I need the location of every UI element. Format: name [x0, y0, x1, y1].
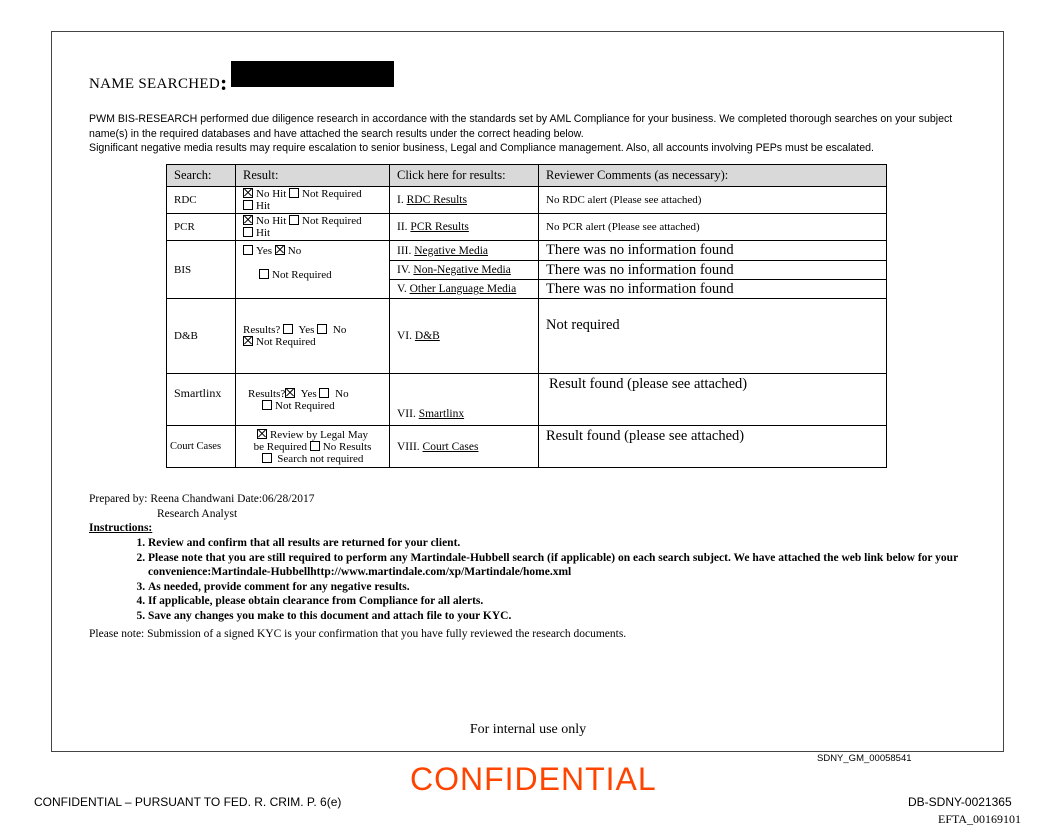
table-row-smartlinx: [167, 374, 887, 426]
prepared-line-1: Prepared by: Reena Chandwani Date:06/28/2017: [89, 493, 315, 505]
instructions-heading: Instructions:: [89, 522, 153, 534]
checkbox-checked-icon[interactable]: [257, 429, 267, 439]
intro-line-1: PWM BIS-RESEARCH performed due diligence research in accordance with the standards set by AML Compliance for your business. We completed thorough searches on your subject name(s) in the required databases and have attached the search results under the correct heading below.: [89, 113, 953, 140]
results-table: [166, 164, 887, 468]
instruction-item: 4. If applicable, please obtain clearance from Compliance for all alerts.: [148, 594, 1048, 609]
header-comments: Reviewer Comments (as necessary):: [539, 165, 887, 187]
result-smartlinx: Results? Yes No Not Required: [236, 374, 390, 426]
search-smartlinx: Smartlinx: [167, 374, 236, 426]
sdny-code: SDNY_GM_00058541: [817, 753, 912, 764]
internal-use-label: For internal use only: [469, 722, 587, 737]
instruction-item: 3. As needed, provide comment for any negative results.: [148, 580, 1048, 595]
instruction-item: 1. Review and confirm that all results are returned for your client.: [148, 536, 1048, 551]
negative-media-link[interactable]: Negative Media: [414, 244, 489, 257]
checkbox-icon[interactable]: [262, 453, 272, 463]
intro-text: [89, 112, 969, 156]
checkbox-icon[interactable]: [243, 200, 253, 210]
link-cell-non-negative-media: IV. Non-Negative Media: [390, 261, 539, 280]
header-search: Search:: [167, 165, 236, 187]
checkbox-checked-icon[interactable]: [243, 215, 253, 225]
checkbox-icon[interactable]: [317, 324, 327, 334]
smartlinx-link[interactable]: Smartlinx: [418, 408, 465, 420]
checkbox-icon[interactable]: [283, 324, 293, 334]
checkbox-icon[interactable]: [243, 245, 253, 255]
comment-negative-media: There was no information found: [539, 241, 887, 261]
comment-court: Result found (please see attached): [539, 426, 887, 468]
link-cell-smartlinx: VII. Smartlinx: [390, 374, 539, 426]
search-db: D&B: [167, 299, 236, 374]
link-cell-pcr: II. PCR Results: [390, 214, 539, 241]
checkbox-icon[interactable]: [310, 441, 320, 451]
table-row-rdc: [167, 187, 887, 214]
result-bis: Yes No Not Required: [236, 241, 390, 299]
search-court: Court Cases: [167, 426, 236, 468]
checkbox-icon[interactable]: [289, 188, 299, 198]
instructions-list: [112, 536, 1048, 623]
table-row-db: [167, 299, 887, 374]
comment-pcr: No PCR alert (Please see attached): [539, 214, 887, 241]
checkbox-checked-icon[interactable]: [275, 245, 285, 255]
prepared-line-2: Research Analyst: [157, 508, 238, 520]
link-cell-rdc: I. RDC Results: [390, 187, 539, 214]
non-negative-media-link[interactable]: Non-Negative Media: [413, 264, 511, 276]
header-click: Click here for results:: [390, 165, 539, 187]
intro-line-2: Significant negative media results may require escalation to senior business, Legal and Compliance management. Also, all accounts involving PEPs must be escalated.: [89, 142, 874, 154]
redaction-bar: [231, 61, 394, 87]
comment-other-language-media: There was no information found: [539, 280, 887, 299]
search-pcr: PCR: [167, 214, 236, 241]
instruction-item: 5. Save any changes you make to this document and attach file to your KYC.: [148, 609, 1048, 624]
efta-number: EFTA_00169101: [938, 812, 1022, 826]
checkbox-icon[interactable]: [243, 227, 253, 237]
db-link[interactable]: D&B: [414, 330, 440, 342]
result-court: Review by Legal May be Required No Results Search not required: [236, 426, 390, 468]
rdc-results-link[interactable]: RDC Results: [406, 194, 467, 206]
comment-non-negative-media: There was no information found: [539, 261, 887, 280]
court-cases-link[interactable]: Court Cases: [422, 440, 479, 453]
other-language-media-link[interactable]: Other Language Media: [409, 283, 517, 295]
confidential-stamp: CONFIDENTIAL: [410, 761, 657, 797]
checkbox-icon[interactable]: [319, 388, 329, 398]
result-db: Results? Yes No Not Required: [236, 299, 390, 374]
search-rdc: RDC: [167, 187, 236, 214]
result-pcr: No Hit Not Required Hit: [236, 214, 390, 241]
comment-smartlinx: Result found (please see attached): [539, 374, 887, 426]
checkbox-icon[interactable]: [259, 269, 269, 279]
checkbox-icon[interactable]: [289, 215, 299, 225]
header-result: Result:: [236, 165, 390, 187]
name-searched-label: NAME SEARCHED:: [89, 70, 228, 95]
comment-db: Not required: [539, 299, 887, 374]
checkbox-checked-icon[interactable]: [285, 388, 295, 398]
submission-note: Please note: Submission of a signed KYC is your confirmation that you have fully reviewed the research documents.: [89, 628, 627, 640]
checkbox-checked-icon[interactable]: [243, 188, 253, 198]
table-row-pcr: [167, 214, 887, 241]
result-rdc: No Hit Not Required Hit: [236, 187, 390, 214]
link-cell-db: VI. D&B: [390, 299, 539, 374]
instruction-item: 2. Please note that you are still required to perform any Martindale-Hubbell search (if applicable) on each search subject. We have attached the web link below for your convenience:Martindale-Hubbellhttp://www.martindale.com/xp/Martindale/home.xml: [148, 551, 1048, 580]
db-bates-number: DB-SDNY-0021365: [908, 795, 1012, 809]
link-cell-negative-media: III. Negative Media: [390, 241, 539, 261]
checkbox-checked-icon[interactable]: [243, 336, 253, 346]
table-row-bis: [167, 241, 887, 261]
search-bis: BIS: [167, 241, 236, 299]
link-cell-other-language-media: V. Other Language Media: [390, 280, 539, 299]
checkbox-icon[interactable]: [262, 400, 272, 410]
table-row-court: [167, 426, 887, 468]
link-cell-court: VIII. Court Cases: [390, 426, 539, 468]
confidential-footer-left: CONFIDENTIAL – PURSUANT TO FED. R. CRIM. P. 6(e): [34, 795, 342, 809]
comment-rdc: No RDC alert (Please see attached): [539, 187, 887, 214]
pcr-results-link[interactable]: PCR Results: [410, 221, 469, 233]
prepared-by: [89, 492, 314, 522]
table-header-row: [167, 165, 887, 187]
